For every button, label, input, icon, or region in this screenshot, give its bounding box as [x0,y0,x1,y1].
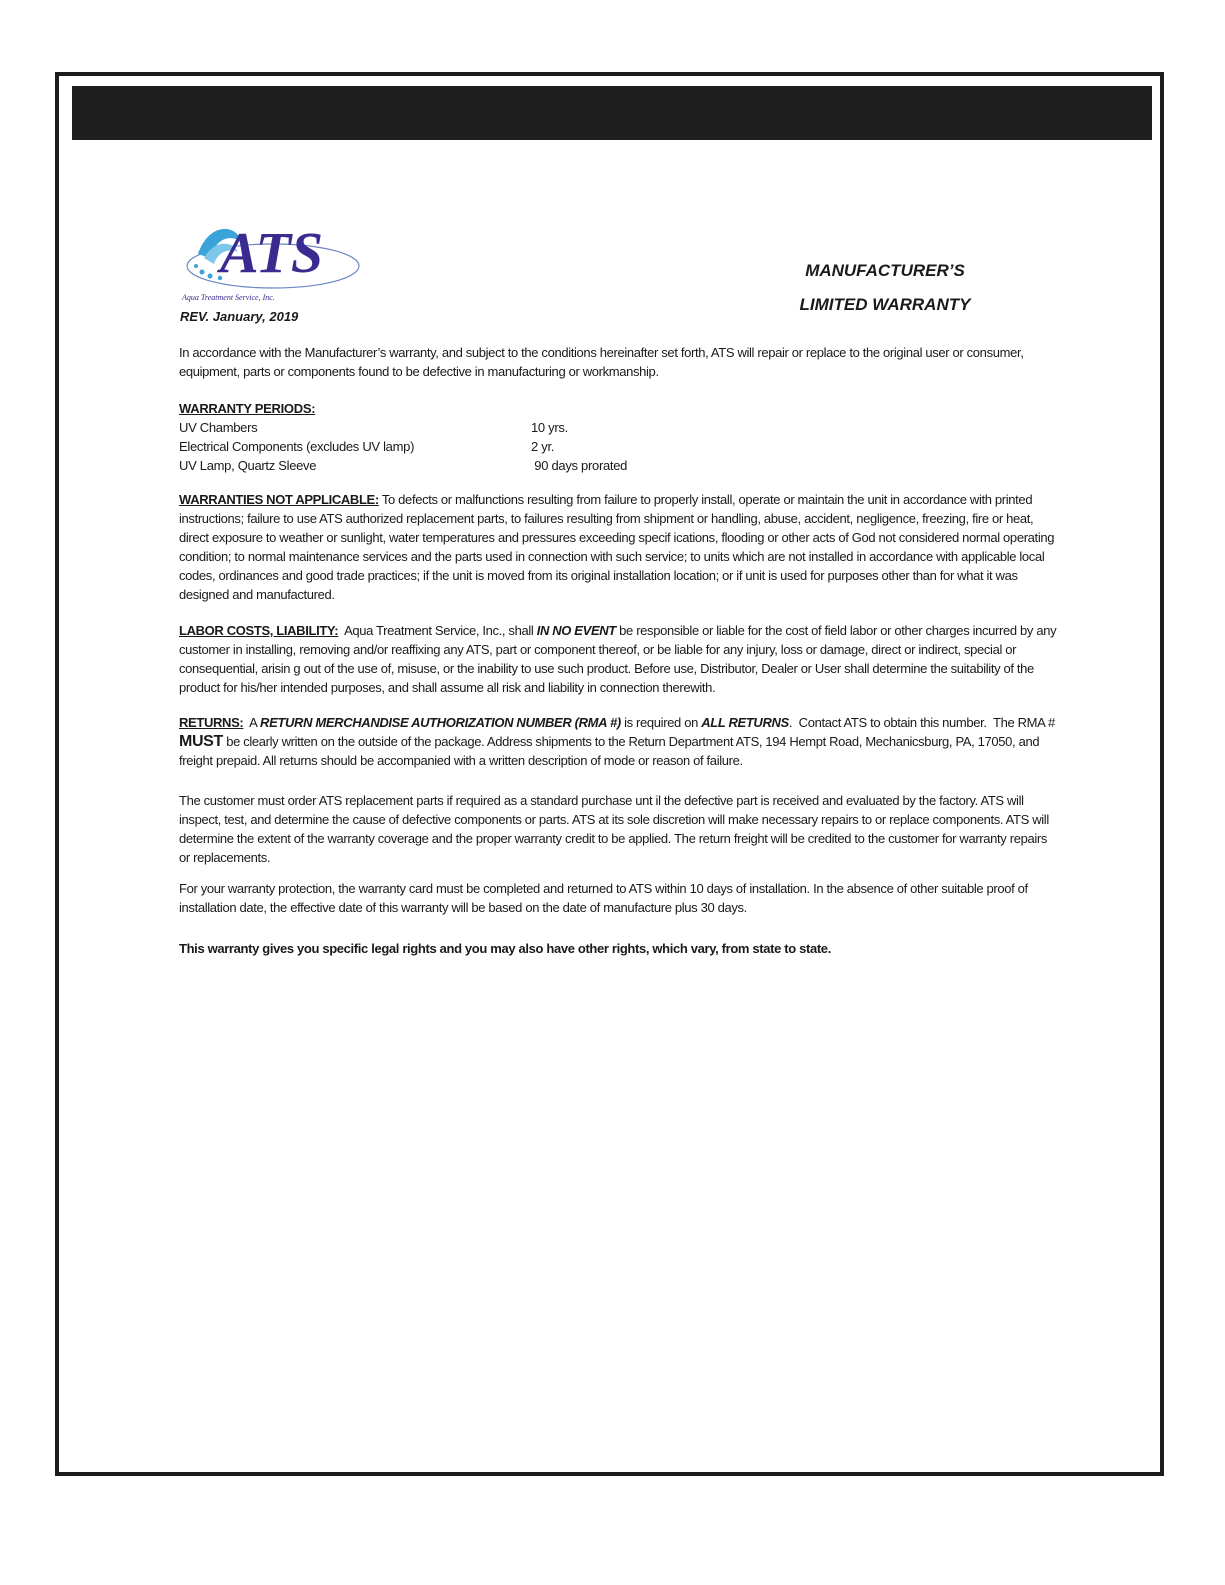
period-row [179,437,627,456]
returns-text-a: A [243,715,261,730]
returns-text-d: be clearly written on the outside of the package. Address shipments to the Return Department ATS, 194 Hempt Road, Mechanicsburg, PA, 17050, and freight prepaid. All returns should be accompanied with a written description of mode or reason of failure. [179,734,1040,768]
not-applicable-text: To defects or malfunctions resulting from failure to properly install, operate or maintain the unit in accordance with printed instructions; failure to use ATS authorized replacement parts, to failures resulting from shipment or handling, abuse, accident, negligence, freezing, fire or heat, direct exposure to weather or sunlight, water temperatures and pressures exceeding specif ications, flooding or other acts of God not considered normal operating condition; to normal maintenance services and the parts used in connection with such service; to units which are not installed in accordance with applicable local codes, ordinances and good trade practices; if the unit is moved from its original installation location; or if unit is used for purposes other than for what it was designed and manufactured. [179,492,1055,602]
labor-emphasis: IN NO EVENT [536,623,616,638]
period-row [179,418,627,437]
warranty-periods [179,399,627,475]
header-bar [72,86,1152,140]
labor-heading: LABOR COSTS, LIABILITY: [179,623,339,638]
returns-heading: RETURNS: [179,715,244,730]
title-line-2: LIMITED WARRANTY [799,295,971,314]
period-row [179,456,627,475]
intro-paragraph [179,343,1059,381]
title-line-1: MANUFACTURER’S [805,261,965,280]
period-item: UV Chambers [179,420,258,435]
labor-text-a: Aqua Treatment Service, Inc., shall [338,623,537,638]
warranty-periods-heading: WARRANTY PERIODS: [179,401,316,416]
replacement-text: The customer must order ATS replacement parts if required as a standard purchase unt il the defective part is received and evaluated by the factory. ATS will inspect, test, and determine the cause of defective components or parts. ATS at its sole discretion will make necessary repairs to or replace components. ATS will determine the extent of the warranty coverage and the proper warranty credit to be applied. The return freight will be credited to the customer for warranty repairs or replacements. [179,793,1049,865]
not-applicable-heading: WARRANTIES NOT APPLICABLE: [179,492,379,507]
legal-section [179,939,1059,958]
labor-text-b: be responsible or liable for the cost of field labor or other charges incurred by any customer in installing, removing and/or reaffixing any ATS, part or component thereof, or be liable for any injury, loss or damage, direct or indirect, special or consequential, arisin g out of the use of, misuse, or the inability to use such product. Before use, Distributor, Dealer or User shall determine the suitability of the product for his/her intended purposes, and shall assume all risk and liability in connection therewith. [179,623,1057,695]
labor-section [179,621,1059,697]
returns-text-b: is required on [620,715,702,730]
period-duration: 10 yrs. [531,420,568,435]
legal-text: This warranty gives you specific legal rights and you may also have other rights, which vary, from state to state. [179,941,831,956]
not-applicable-section [179,490,1059,604]
period-item: UV Lamp, Quartz Sleeve [179,458,317,473]
rma-text: RETURN MERCHANDISE AUTHORIZATION NUMBER (RMA #) [260,715,621,730]
protection-section [179,879,1059,917]
revision-date: REV. January, 2019 [180,309,299,324]
logo-brand: ATS [220,220,324,285]
must-text: MUST [179,733,223,750]
returns-text-c: . Contact ATS to obtain this number. The RMA # [788,715,1059,730]
ats-logo [180,214,366,304]
protection-text: For your warranty protection, the warranty card must be completed and returned to ATS within 10 days of installation. In the absence of other suitable proof of installation date, the effective date of this warranty will be based on the date of manufacture plus 30 days. [179,881,1028,915]
all-returns-text: ALL RETURNS [701,715,789,730]
logo-subtitle: Aqua Treatment Service, Inc. [182,293,275,302]
replacement-section [179,791,1059,867]
period-item: Electrical Components (excludes UV lamp) [179,439,415,454]
returns-section [179,713,1059,770]
period-duration: 2 yr. [531,439,555,454]
period-duration: 90 days prorated [531,458,628,473]
document-title [740,254,1030,322]
intro-text: In accordance with the Manufacturer’s warranty, and subject to the conditions hereinafter set forth, ATS will repair or replace to the original user or consumer, equipment, parts or components found to be defective in manufacturing or workmanship. [179,345,1024,379]
